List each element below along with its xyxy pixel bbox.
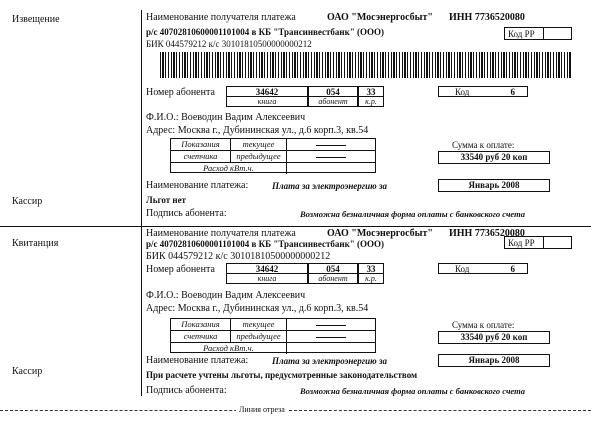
sum-value: 33540 руб 20 коп — [438, 331, 550, 344]
label-kassir-bottom: Кассир — [12, 366, 43, 377]
benefits-note: При расчете учтены льготы, предусмотренные законодательством — [146, 370, 418, 380]
payee-label: Наименование получателя платежа — [146, 12, 296, 23]
payment-label: Наименование платежа: — [146, 355, 249, 366]
code-rr-divider — [543, 28, 544, 39]
fio: Ф.И.О.: Воеводин Вадим Алексеевич — [146, 112, 306, 123]
payee-name: ОАО "Мосэнергосбыт" — [327, 12, 433, 23]
abonent-label: Номер абонента — [146, 264, 215, 275]
code-rr-divider — [543, 237, 544, 248]
abonent-sub-labels — [226, 274, 384, 284]
room-label: к.р. — [358, 274, 384, 284]
payee-label: Наименование получателя платежа — [146, 228, 296, 239]
kod-label: Код — [455, 87, 470, 97]
meter-current-label: текущее — [231, 139, 287, 150]
payment-label: Наименование платежа: — [146, 180, 249, 191]
label-kassir-top: Кассир — [12, 196, 43, 207]
code-rr-label: Код РР — [508, 238, 535, 248]
abonent-sub-label: абонент — [308, 274, 358, 284]
meter-consumption-label: Расход кВт.ч. — [171, 163, 287, 174]
meter-consumption-value — [287, 343, 375, 354]
abonent-number-cells — [226, 263, 384, 274]
book-number: 34642 — [226, 86, 308, 97]
meter-current-label: текущее — [231, 319, 287, 330]
meter-previous-label: предыдущее — [231, 151, 287, 162]
benefits-note: Льгот нет — [146, 195, 186, 205]
bik-line: БИК 044579212 к/с 30101810500000000212 — [146, 251, 331, 262]
bik-line: БИК 044579212 к/с 30101810500000000212 — [146, 39, 312, 49]
payment-name: Плата за электроэнергию за — [272, 181, 387, 191]
label-kvitanciya: Квитанция — [12, 238, 59, 249]
address: Адрес: Москва г., Дубининская ул., д.6 корп.3, кв.54 — [146, 303, 369, 314]
horizontal-divider — [0, 226, 591, 227]
kod-box — [438, 86, 528, 97]
kod-box — [438, 263, 528, 274]
label-izveshchenie: Извещение — [12, 14, 60, 25]
meter-consumption-label: Расход кВт.ч. — [171, 343, 287, 354]
vertical-divider — [141, 10, 142, 396]
meter-current-value — [287, 139, 375, 150]
book-label: книга — [226, 97, 308, 107]
abonent-number: 054 — [308, 263, 358, 274]
meter-current-value — [287, 319, 375, 330]
account-line: р/с 40702810600001101004 в КБ "Трансинвестбанк" (ООО) — [146, 27, 385, 37]
code-rr-box — [504, 236, 572, 249]
account-line: р/с 40702810600001101004 в КБ "Трансинвестбанк" (ООО) — [146, 239, 385, 249]
meter-readings-label: Показания — [171, 139, 231, 150]
meter-meter-label: счетчика — [171, 331, 231, 342]
abonent-sub-labels — [226, 97, 384, 107]
meter-previous-label: предыдущее — [231, 331, 287, 342]
room-number: 33 — [358, 263, 384, 274]
meter-readings-label: Показания — [171, 319, 231, 330]
inn: ИНН 7736520080 — [449, 12, 525, 23]
payee-name: ОАО "Мосэнергосбыт" — [327, 228, 433, 239]
code-rr-label: Код РР — [508, 29, 535, 39]
fio: Ф.И.О.: Воеводин Вадим Алексеевич — [146, 290, 306, 301]
kod-label: Код — [455, 264, 470, 274]
address: Адрес: Москва г., Дубининская ул., д.6 корп.3, кв.54 — [146, 125, 369, 136]
cut-line — [0, 410, 591, 411]
signature-label: Подпись абонента: — [146, 208, 227, 219]
book-number: 34642 — [226, 263, 308, 274]
abonent-label: Номер абонента — [146, 87, 215, 98]
meter-meter-label: счетчика — [171, 151, 231, 162]
meter-consumption-value — [287, 163, 375, 174]
meter-previous-value — [287, 331, 375, 342]
room-label: к.р. — [358, 97, 384, 107]
meter-table — [170, 318, 376, 353]
sum-label: Сумма к оплате: — [452, 140, 515, 150]
cashless-note: Возможна безналичная форма оплаты с банковского счета — [300, 386, 525, 396]
cashless-note: Возможна безналичная форма оплаты с банковского счета — [300, 209, 525, 219]
room-number: 33 — [358, 86, 384, 97]
payment-name: Плата за электроэнергию за — [272, 356, 387, 366]
period: Январь 2008 — [438, 179, 550, 192]
kod-value: 6 — [510, 87, 515, 97]
meter-table — [170, 138, 376, 173]
abonent-sub-label: абонент — [308, 97, 358, 107]
cut-line-label: Линия отреза — [236, 405, 288, 414]
signature-label: Подпись абонента: — [146, 385, 227, 396]
abonent-number-cells — [226, 86, 384, 97]
meter-previous-value — [287, 151, 375, 162]
abonent-number: 054 — [308, 86, 358, 97]
code-rr-box — [504, 27, 572, 40]
barcode — [160, 52, 572, 78]
inn: ИНН 7736520080 — [449, 228, 525, 239]
book-label: книга — [226, 274, 308, 284]
kod-value: 6 — [510, 264, 515, 274]
sum-label: Сумма к оплате: — [452, 320, 515, 330]
sum-value: 33540 руб 20 коп — [438, 151, 550, 164]
period: Январь 2008 — [438, 354, 550, 367]
